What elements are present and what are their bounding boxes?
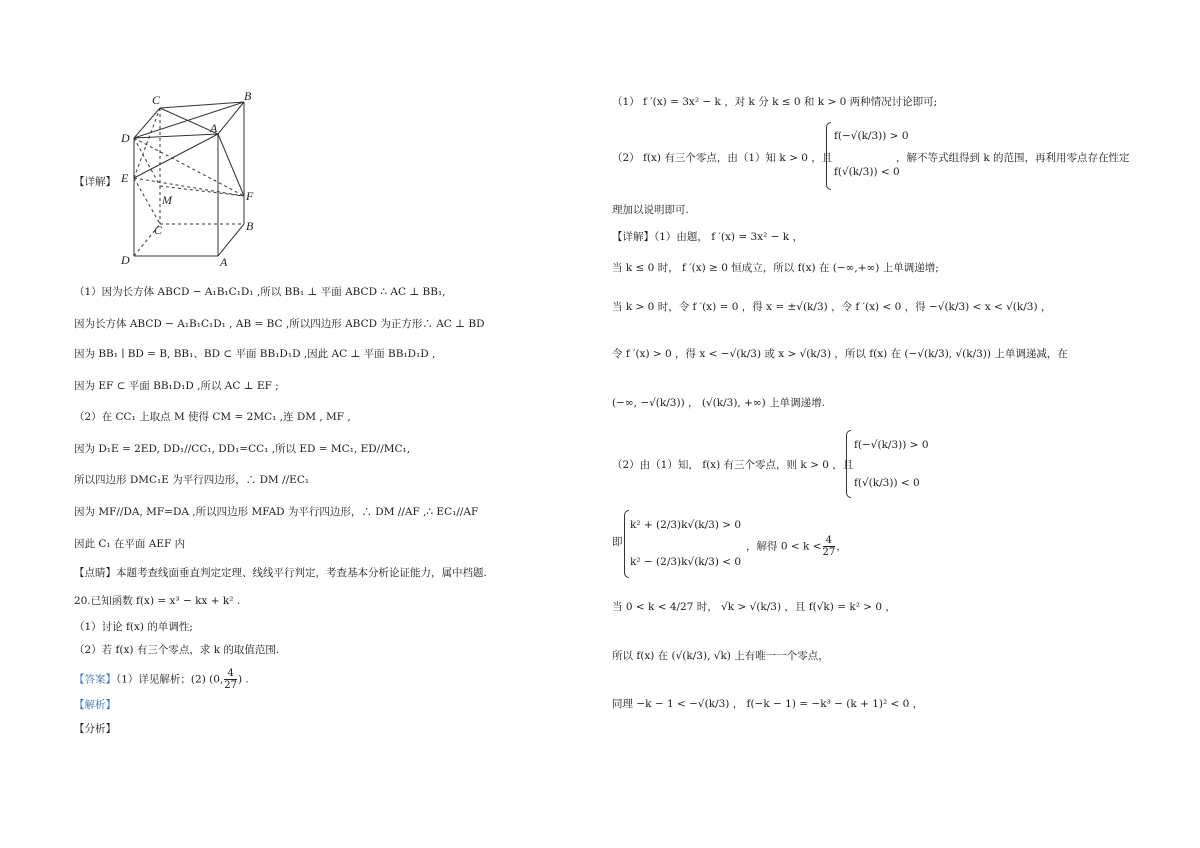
label-D: D xyxy=(121,131,130,145)
right-line-6: 当 k > 0 时，令 f ′(x) = 0 ，得 x = ±√(k/3) ，令 f ′(x) < 0 ，得 −√(k/3) < x < √(k/3) ， xyxy=(612,301,1052,313)
label-A: A xyxy=(210,121,218,135)
right-line-4 xyxy=(612,230,803,244)
left-line-3: 因为 BB₁ ∣ BD = B, BB₁、BD ⊂ 平面 BB₁D₁D ,因此 AC ⊥ 平面 BB₁D₁D , xyxy=(74,348,436,360)
answer-line xyxy=(74,668,249,691)
right-system-3-eq1: k² + (2/3)k√(k/3) > 0 xyxy=(630,519,742,531)
right-fraction-num: 4 xyxy=(823,535,836,547)
right-line-9: （2）由（1）知， f(x) 有三个零点，则 k > 0 ，且 xyxy=(612,459,854,471)
right-system-3-eq2: k² − (2/3)k√(k/3) < 0 xyxy=(630,556,742,568)
edge-EA xyxy=(134,134,218,178)
right-system-1-eq2: f(√(k/3)) < 0 xyxy=(834,166,900,178)
right-line-4-text: （1）由题， f ′(x) = 3x² − k ， xyxy=(654,231,803,243)
fenxi-tag: 【分析】 xyxy=(74,723,116,735)
edge-CB xyxy=(160,102,244,108)
label-E: E xyxy=(121,171,129,185)
right-line-7: 令 f ′(x) > 0 ，得 x < −√(k/3) 或 x > √(k/3) ，所以 f(x) 在 (−√(k/3), √(k/3)) 上单调递减，在 xyxy=(612,348,1068,360)
left-line-7: 所以四边形 DMC₁E 为平行四边形，∴ DM //EC₁ xyxy=(74,474,310,486)
label-D1: D xyxy=(121,253,130,267)
system-brace-1 xyxy=(826,122,831,190)
label-B1: B xyxy=(246,219,254,233)
left-line-9: 因此 C₁ 在平面 AEF 内 xyxy=(74,538,186,550)
label-F: F xyxy=(246,189,254,203)
comment-tag: 【点睛】 xyxy=(74,567,116,579)
right-line-3: 理加以说明即可. xyxy=(612,204,689,216)
right-system-2-eq2: f(√(k/3)) < 0 xyxy=(854,477,920,489)
answer-text-b: ) . xyxy=(238,673,249,686)
right-line-5: 当 k ≤ 0 时， f ′(x) ≥ 0 恒成立，所以 f(x) 在 (−∞,+∞) 上单调递增; xyxy=(612,262,939,274)
answer-text-a: （1）详见解析；(2) (0, xyxy=(116,673,224,686)
edge-EC xyxy=(134,108,160,178)
edge-AF xyxy=(218,134,244,196)
left-line-1: （1）因为长方体 ABCD − A₁B₁C₁D₁ ,所以 BB₁ ⊥ 平面 ABCD ∴ AC ⊥ BB₁, xyxy=(74,286,446,298)
right-system-1-eq1: f(−√(k/3)) > 0 xyxy=(834,130,909,142)
analysis-tag: 【解析】 xyxy=(74,699,116,711)
prism-figure xyxy=(112,88,272,268)
left-line-8: 因为 MF//DA, MF=DA ,所以四边形 MFAD 为平行四边形，∴ DM //AF ,∴ EC₁//AF xyxy=(74,506,479,518)
question-20: 20.已知函数 f(x) = x³ − kx + k² . xyxy=(74,595,241,607)
answer-fraction xyxy=(224,668,237,691)
question-20-part1: （1）讨论 f(x) 的单调性; xyxy=(74,621,193,633)
right-line-2b: ，解不等式组得到 k 的范围，再利用零点存在性定 xyxy=(896,152,1130,164)
edge-MF xyxy=(160,186,244,196)
right-fraction-den: 27 xyxy=(822,547,836,558)
comment-line xyxy=(74,566,487,580)
right-line-10c: ， xyxy=(836,540,847,553)
right-line-12: 所以 f(x) 在 (√(k/3), √k) 上有唯一一个零点， xyxy=(612,650,829,662)
right-line-2a: （2） f(x) 有三个零点，由（1）知 k > 0 ，且 xyxy=(612,152,833,164)
right-line-1: （1） f ′(x) = 3x² − k ，对 k 分 k ≤ 0 和 k > 0 两种情况讨论即可; xyxy=(612,96,938,108)
left-line-2: 因为长方体 ABCD − A₁B₁C₁D₁ , AB = BC ,所以四边形 ABCD 为正方形∴ AC ⊥ BD xyxy=(74,318,485,330)
left-line-6: 因为 D₁E = 2ED, DD₁//CC₁, DD₁=CC₁ ,所以 ED = MC₁, ED//MC₁, xyxy=(74,443,411,455)
right-fraction xyxy=(823,535,836,558)
detail-tag-right: 【详解】 xyxy=(612,231,654,243)
system-brace-3 xyxy=(624,510,629,578)
edge-DA xyxy=(134,134,218,138)
comment-text: 本题考查线面垂直判定定理、线线平行判定，考查基本分析论证能力，属中档题. xyxy=(116,567,487,579)
edge-AB xyxy=(218,102,244,134)
edge-A1B1 xyxy=(218,224,244,256)
right-line-10b-text: ，解得 0 < k < xyxy=(746,540,822,553)
edge-EC1 xyxy=(134,178,160,224)
label-M: M xyxy=(162,193,172,207)
detail-tag: 【详解】 xyxy=(74,176,116,188)
left-line-4: 因为 EF ⊂ 平面 BB₁D₁D ,所以 AC ⊥ EF ; xyxy=(74,380,279,392)
answer-numerator: 4 xyxy=(224,668,237,680)
answer-tag: 【答案】 xyxy=(74,673,116,686)
right-system-2-eq1: f(−√(k/3)) > 0 xyxy=(854,439,929,451)
system-brace-2 xyxy=(846,430,851,498)
right-line-13: 同理 −k − 1 < −√(k/3) ， f(−k − 1) = −k³ − (k + 1)² < 0 ， xyxy=(612,698,924,710)
right-line-10b xyxy=(746,535,847,558)
edge-EF xyxy=(134,178,244,196)
right-line-10a: 即 xyxy=(612,536,623,548)
label-C: C xyxy=(152,93,161,107)
left-line-5: （2）在 CC₁ 上取点 M 使得 CM = 2MC₁ ,连 DM , MF , xyxy=(74,411,351,423)
right-line-8: (−∞, −√(k/3)) ， (√(k/3), +∞) 上单调递增. xyxy=(612,397,825,409)
answer-denominator: 27 xyxy=(224,680,237,691)
label-A1: A xyxy=(220,255,228,268)
question-20-part2: （2）若 f(x) 有三个零点，求 k 的取值范围. xyxy=(74,644,280,656)
label-B: B xyxy=(244,89,252,103)
label-C1: C xyxy=(154,223,163,237)
right-line-11: 当 0 < k < 4/27 时， √k > √(k/3) ，且 f(√k) = k² > 0 ， xyxy=(612,601,896,613)
